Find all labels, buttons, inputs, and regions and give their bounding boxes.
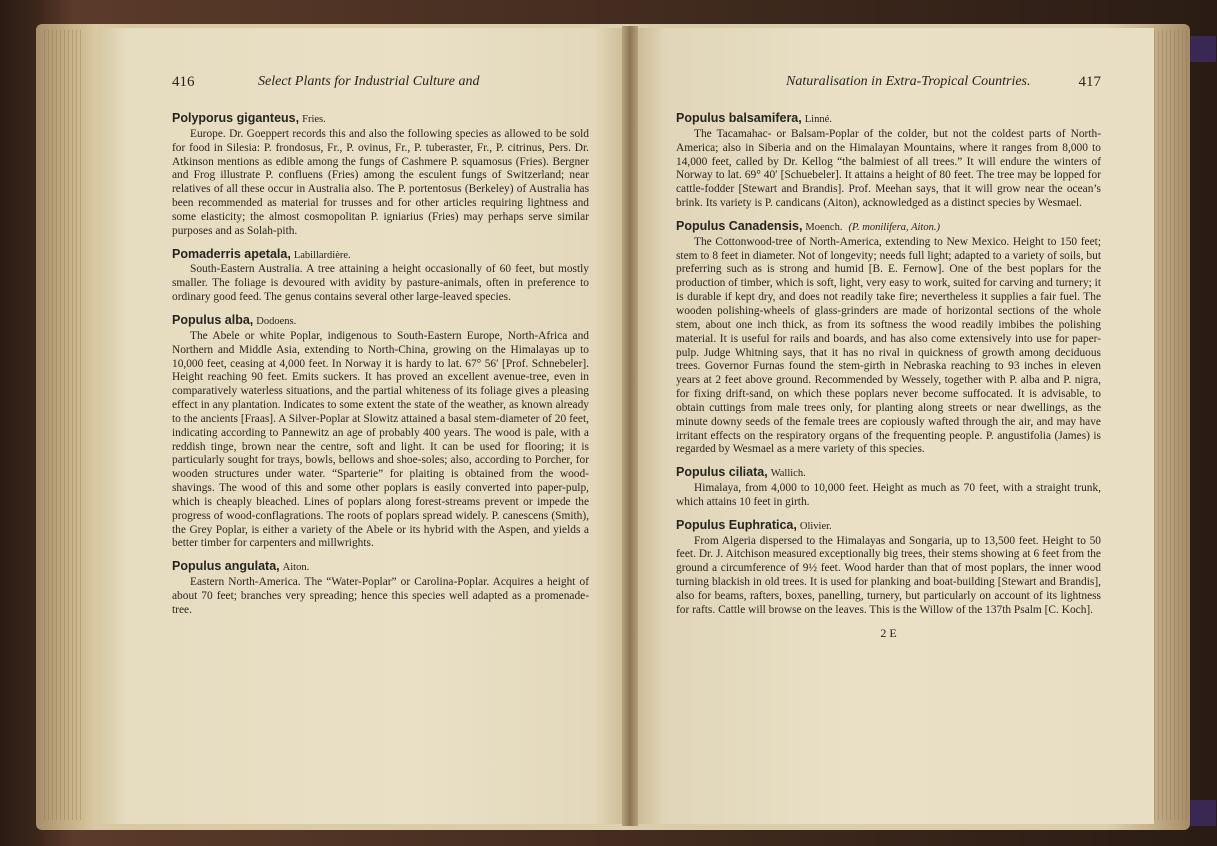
running-title: Naturalisation in Extra-Tropical Countries.	[786, 74, 1031, 89]
species-description: From Algeria dispersed to the Himalayas and Songaria, up to 13,500 feet. Height to 50 feet. Dr. J. Aitchison measured exceptionally big trees, their stems showing at 6 feet from the ground a circumference of 9½ feet. Wood harder than that of most poplars, the inner wood turning blackish in old trees. It is used for planking and boat-building [Stewart and Brandis], also for beams, rafters, boxes, panelling, turnery, but particularly on account of its lightness for rafts. Cattle will browse on the leaves. This is the Willow of the 137th Psalm [C. Koch].	[676, 534, 1101, 616]
species-authority: Olivier.	[799, 520, 832, 532]
book-gutter	[622, 26, 638, 826]
species-entry	[676, 112, 1101, 211]
signature-mark: 2 E	[880, 625, 897, 640]
species-entry	[676, 519, 1101, 618]
right-page-stack	[1150, 30, 1190, 820]
species-name: Populus Euphratica,	[676, 517, 797, 532]
species-name: Populus balsamifera,	[676, 111, 802, 125]
species-name: Populus Canadensis,	[676, 218, 803, 233]
page-number: 417	[1078, 74, 1101, 90]
left-text-column	[172, 112, 589, 627]
species-authority: Aiton.	[282, 562, 310, 574]
species-description: The Abele or white Poplar, indigenous to South-Eastern Europe, North-Africa and Northern and Middle Asia, extending to North-China, growing on the Himalayas up to 10,000 feet, ceasing at 4,000 feet. In Norway it is hardy to lat. 67° 56′ [Prof. Schnebeler]. Height reaching 90 feet. Emits suckers. It has proved an excellent avenue-tree, even in comparatively waterless situations, and the partial whiteness of its foliage gives a pleasing effect in any plantation. Indicates to some extent the state of the weather, as known already to the ancients [Fraas]. A Silver-Poplar at Slowitz attained a basal stem-diameter of 20 feet, indicating according to Pannewitz an age of probably 400 years. The wood is pale, with a reddish tinge, brown near the centre, soft and light. It can be used for flooring; it is particularly sought for trays, bowls, bellows and shoe-soles; also, according to Porcher, for wooden structures under water. “Sparterie” for plaiting is obtained from the wood-shavings. The wood of this and some other poplars is easily converted into paper-pulp, which is cheaply bleached. Lines of poplars along forest-streams prevent or impede the progress of wood-conflagrations. The roots of poplars spread widely. P. canescens (Smith), the Grey Poplar, is either a variety of the Abele or its hybrid with the Aspen, and yields a better timber for carpenters and millwrights.	[172, 329, 589, 550]
left-page-header	[172, 74, 589, 91]
species-authority: Dodoens.	[256, 315, 297, 327]
species-synonym: (P. monilifera, Aiton.)	[848, 221, 940, 233]
species-name: Pomaderris apetala,	[172, 246, 291, 261]
species-entry	[172, 560, 589, 617]
species-name: Polyporus giganteus,	[172, 111, 300, 125]
species-entry	[676, 220, 1101, 457]
species-authority: Fries.	[302, 114, 326, 125]
species-name: Populus alba,	[172, 312, 254, 327]
running-title: Select Plants for Industrial Culture and	[258, 74, 480, 89]
species-authority: Wallich.	[770, 468, 806, 480]
right-text-column	[676, 112, 1101, 641]
species-entry	[676, 466, 1101, 510]
species-description: The Cottonwood-tree of North-America, extending to New Mexico. Height to 150 feet; stem to 8 feet in diameter. Not of longevity; needs full light; adapted to a variety of soils, but preferring such as is strong and humid [B. E. Fernow]. One of the best poplars for the production of timber, which is soft, light, very easy to work, suited for carving and turnery; it is durable if kept dry, and does not readily take fire; nevertheless it supplies a fair fuel. The wooden polishing-wheels of glass-grinders are made of horizontal sections of the whole stem, about one inch thick, as from its softness the wood readily imbibes the polishing material. It is useful for rails and boards, and has also come extensively into use for paper-pulp. Judge Whitning says, that it has no rival in quickness of growth among deciduous trees. Governor Furnas found the stem-girth in Nebraska reaching to 93 inches in eleven years at 2 feet above ground. Recommended by Wessely, together with P. alba and P. nigra, for fixing drift-sand, on which these poplars never become suffocated. It is advisable, to obtain cuttings from male trees only, for planting along streets or near dwellings, as the minute downy seeds of the female trees are copiously wafted through the air, and may have irritant effects on the respiratory organs of the frequenting people. P. angustifolia (James) is regarded by Wesmael as a mere variety of this species.	[676, 235, 1101, 456]
species-entry	[172, 112, 589, 239]
species-name: Populus ciliata,	[676, 465, 768, 480]
species-authority: Labillardière.	[293, 249, 351, 261]
species-description: Eastern North-America. The “Water-Poplar” or Carolina-Poplar. Acquires a height of about 70 feet; branches very spreading; hence this species well adapted as a promenade-tree.	[172, 576, 589, 616]
species-description: The Tacamahac- or Balsam-Poplar of the colder, but not the coldest parts of North-America; also in Siberia and on the Himalayan Mountains, where it ranges from 8,000 to 14,000 feet, called by Dr. Kellog “the balmiest of all trees.” It will endure the winters of Norway to lat. 69° 40′ [Schuebeler]. It attains a height of 80 feet. The tree may be lopped for cattle-fodder [Stewart and Brandis]. Prof. Meehan says, that it will grow near the ocean’s brink. Its variety is P. candicans (Aiton), acknowledged as a distinct species by Wesmael.	[676, 127, 1101, 210]
left-page-stack	[44, 30, 84, 820]
species-description: Himalaya, from 4,000 to 10,000 feet. Height as much as 70 feet, with a straight trunk, which attains 10 feet in girth.	[676, 482, 1101, 508]
species-authority: Moench.	[805, 221, 843, 233]
cover-corner-top	[1190, 36, 1216, 62]
species-description: South-Eastern Australia. A tree attaining a height occasionally of 60 feet, but mostly smaller. The foliage is devoured with avidity by pasture-animals, often in preference to ordinary good feed. The genus contains several other large-leaved species.	[172, 263, 589, 304]
species-entry	[172, 248, 589, 305]
species-name: Populus angulata,	[172, 559, 280, 574]
species-entry	[172, 314, 589, 551]
species-authority: Linné.	[804, 114, 832, 125]
species-description: Europe. Dr. Goeppert records this and also the following species as allowed to be sold for food in Silesia: P. frondosus, Fr., P. ovinus, Fr., P. tuberaster, Fr., P. citrinus, Pers. Dr. Atkinson mentions as edible among the fungs of Cashmere P. squamosus (Fries). Bergner and Frog illustrate P. confluens (Fries) among the esculent fungs of Switzerland; near relatives of all these occur in Australia also. The P. portentosus (Berkeley) of Australia has been recommended as material for trusses and for other articles requiring lightness and some elasticity; the almost cosmopolitan P. igniarius (Fries) may perhaps serve similar purposes and as Solah-pith.	[172, 127, 589, 237]
cover-corner-bottom	[1190, 800, 1216, 826]
page-number: 416	[172, 74, 195, 90]
